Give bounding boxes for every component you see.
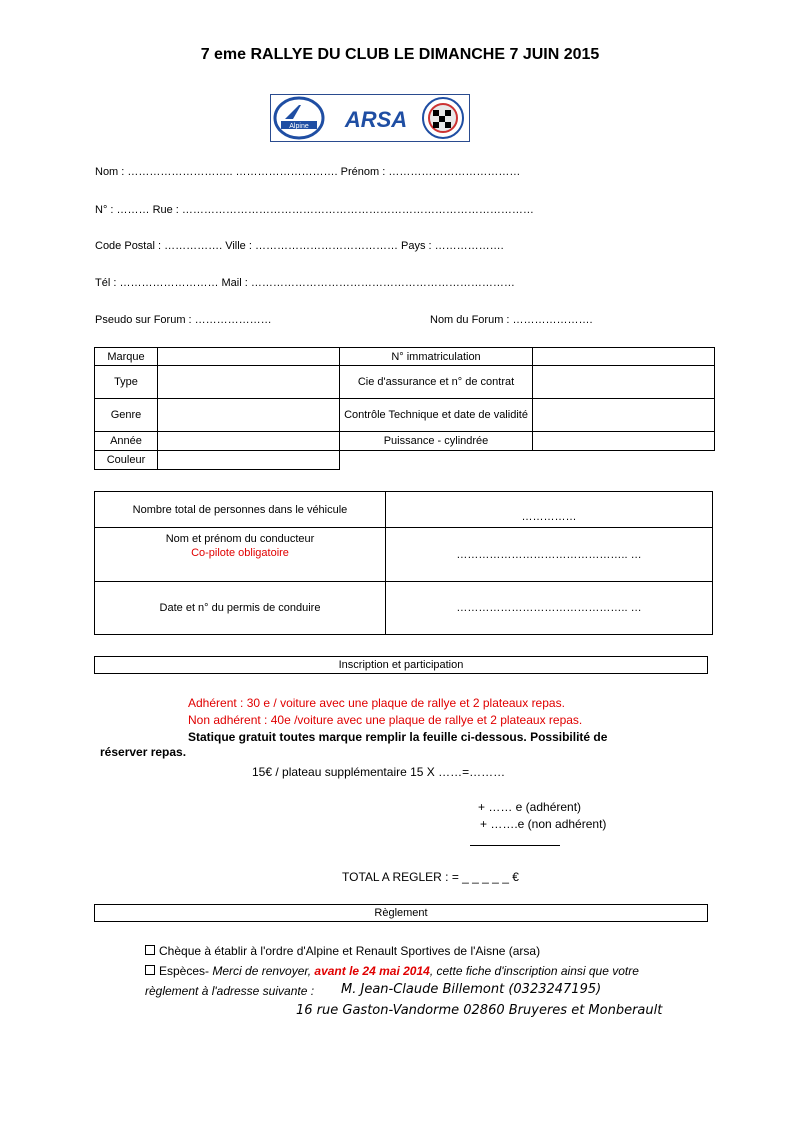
- driver-label-cell: [95, 528, 386, 582]
- sum-divider: [470, 845, 560, 846]
- vehicle-input[interactable]: [158, 348, 340, 366]
- vehicle-label: Type: [95, 366, 158, 399]
- vehicle-label: Couleur: [95, 451, 158, 470]
- cheque-checkbox[interactable]: [145, 945, 155, 955]
- cheque-option[interactable]: [145, 944, 540, 958]
- logo-center-text: ARSA: [344, 107, 408, 132]
- field-nom-prenom[interactable]: Nom : ……………………….. ………………………. Prénom : ………………………………: [95, 166, 521, 178]
- vehicle-label: Contrôle Technique et date de validité: [340, 399, 533, 432]
- plateau-supplementaire[interactable]: 15€ / plateau supplémentaire 15 X ……=………: [252, 765, 506, 779]
- especes-label: Espèces-: [159, 964, 210, 978]
- field-code-postal[interactable]: Code Postal : ……………. Ville : ………………………………… Pays : ……………….: [95, 240, 504, 252]
- especes-text-3: règlement à l'adresse suivante :: [145, 984, 315, 998]
- address-line-2: 16 rue Gaston-Vandorme 02860 Bruyeres et Monberault: [296, 1003, 663, 1018]
- page-title: 7 eme RALLYE DU CLUB LE DIMANCHE 7 JUIN 2015: [200, 46, 600, 63]
- vehicle-input[interactable]: [533, 432, 715, 451]
- driver-input[interactable]: ……………………………………….. …: [386, 528, 713, 582]
- vehicle-input[interactable]: [158, 399, 340, 432]
- vehicle-input[interactable]: [533, 366, 715, 399]
- logo-left-text: Alpine: [289, 123, 309, 130]
- vehicle-label: Cie d'assurance et n° de contrat: [340, 366, 533, 399]
- vehicle-label: Genre: [95, 399, 158, 432]
- cheque-text: Chèque à établir à l'ordre d'Alpine et Renault Sportives de l'Aisne (arsa): [159, 944, 541, 958]
- vehicle-label: Marque: [95, 348, 158, 366]
- vehicle-label: N° immatriculation: [340, 348, 533, 366]
- copilot-note: Co-pilote obligatoire: [191, 547, 289, 559]
- persons-total-input[interactable]: ……………: [386, 492, 713, 528]
- vehicle-label: Année: [95, 432, 158, 451]
- total-a-regler[interactable]: TOTAL A REGLER : = _ _ _ _ _ €: [342, 870, 519, 884]
- vehicle-label: Puissance - cylindrée: [340, 432, 533, 451]
- persons-table: [94, 491, 713, 635]
- inscription-header: Inscription et participation: [94, 656, 708, 674]
- vehicle-input[interactable]: [158, 432, 340, 451]
- especes-checkbox[interactable]: [145, 965, 155, 975]
- vehicle-input[interactable]: [533, 348, 715, 366]
- reglement-header: Règlement: [94, 904, 708, 922]
- statique-line-2: réserver repas.: [100, 745, 187, 759]
- vehicle-table: [94, 347, 715, 470]
- permit-input[interactable]: ……………………………………….. …: [386, 582, 713, 635]
- especes-deadline: avant le 24 mai 2014: [314, 964, 430, 978]
- vehicle-input[interactable]: [158, 366, 340, 399]
- field-pseudo[interactable]: Pseudo sur Forum : …………………: [95, 314, 272, 326]
- address-line-1: M. Jean-Claude Billemont (0323247195): [341, 982, 602, 997]
- especes-text-1: Merci de renvoyer,: [209, 964, 315, 978]
- especes-option[interactable]: [145, 964, 639, 978]
- permit-label: Date et n° du permis de conduire: [95, 582, 386, 635]
- driver-label: Nom et prénom du conducteur: [165, 533, 315, 545]
- plus-non-adherent[interactable]: + …….e (non adhérent): [480, 817, 607, 831]
- club-logo: [270, 94, 470, 142]
- field-tel-mail[interactable]: Tél : ……………………… Mail : ………………………………………………………………: [95, 277, 515, 289]
- especes-text-2: , cette fiche d'inscription ainsi que votre: [429, 964, 639, 978]
- vehicle-input[interactable]: [533, 399, 715, 432]
- field-rue[interactable]: N° : ……… Rue : ……………………………………………………………………………………: [95, 204, 534, 216]
- plus-adherent[interactable]: + …… e (adhérent): [478, 800, 582, 814]
- tarif-adherent: Adhérent : 30 e / voiture avec une plaque de rallye et 2 plateaux repas.: [188, 696, 565, 710]
- persons-label: Nombre total de personnes dans le véhicule: [95, 492, 386, 528]
- field-forum[interactable]: Nom du Forum : ………………….: [430, 314, 593, 326]
- statique-line-1: Statique gratuit toutes marque remplir la feuille ci-dessous. Possibilité de: [188, 730, 608, 744]
- tarif-non-adherent: Non adhérent : 40e /voiture avec une plaque de rallye et 2 plateaux repas.: [188, 713, 583, 727]
- vehicle-input[interactable]: [158, 451, 340, 470]
